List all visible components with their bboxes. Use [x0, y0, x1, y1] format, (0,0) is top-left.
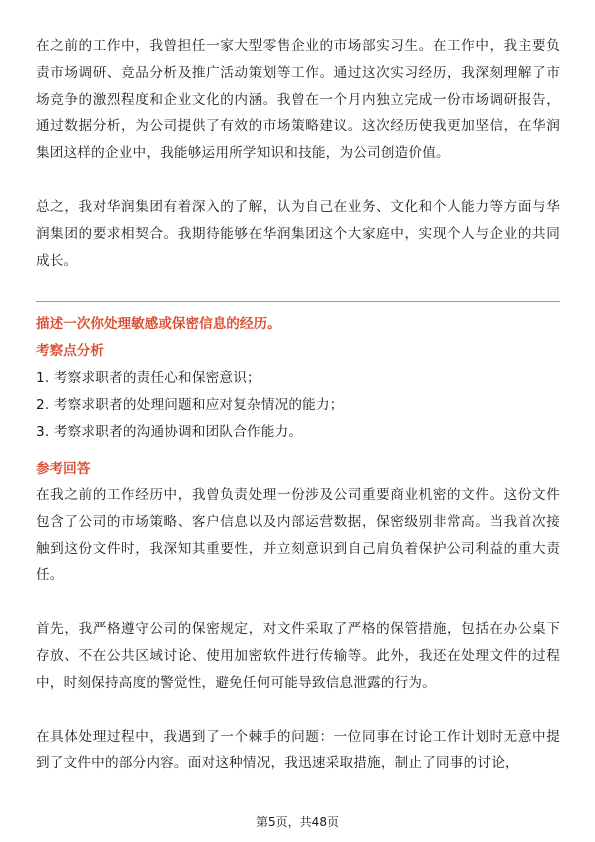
page-number: 第5页，共48页 [256, 815, 339, 829]
analysis-heading: 考察点分析 [36, 343, 104, 359]
intro-section [36, 33, 560, 274]
analysis-item: 2. 考察求职者的处理问题和应对复杂情况的能力； [36, 397, 344, 413]
answer-paragraph-1: 在我之前的工作经历中，我曾负责处理一份涉及公司重要商业机密的文件。这份文件包含了公司的市场策略、客户信息以及内部运营数据，保密级别非常高。当我首次接触到这份文件时，我深知其重要性，并立刻意识到自己肩负着保护公司利益的重大责任。 [36, 487, 560, 584]
analysis-item: 3. 考察求职者的沟通协调和团队合作能力。 [36, 424, 303, 440]
answer-paragraph-3: 在具体处理过程中，我遇到了一个棘手的问题：一位同事在讨论工作计划时无意中提到了文件中的部分内容。面对这种情况，我迅速采取措施，制止了同事的讨论， [36, 728, 560, 772]
question-title: 描述一次你处理敏感或保密信息的经历。 [36, 316, 281, 332]
analysis-item: 1. 考察求职者的责任心和保密意识； [36, 370, 261, 386]
answer-paragraph-2: 首先，我严格遵守公司的保密规定，对文件采取了严格的保管措施，包括在办公桌下存放、不在公共区域讨论、使用加密软件进行传输等。此外，我还在处理文件的过程中，时刻保持高度的警觉性，避免任何可能导致信息泄露的行为。 [36, 621, 560, 691]
section-divider [36, 301, 560, 302]
intro-paragraph-2: 总之，我对华润集团有着深入的了解，认为自己在业务、文化和个人能力等方面与华润集团的要求相契合。我期待能够在华润集团这个大家庭中，实现个人与企业的共同成长。 [36, 198, 560, 269]
answer-section [36, 482, 560, 777]
answer-heading: 参考回答 [36, 461, 91, 477]
intro-paragraph-1: 在之前的工作中，我曾担任一家大型零售企业的市场部实习生。在工作中，我主要负责市场调研、竞品分析及推广活动策划等工作。通过这次实习经历，我深刻理解了市场竞争的激烈程度和企业文化的内涵。我曾在一个月内独立完成一份市场调研报告，通过数据分析，为公司提供了有效的市场策略建议。这次经历使我更加坚信，在华润集团这样的企业中，我能够运用所学知识和技能，为公司创造价值。 [36, 38, 560, 162]
analysis-list [36, 365, 560, 446]
